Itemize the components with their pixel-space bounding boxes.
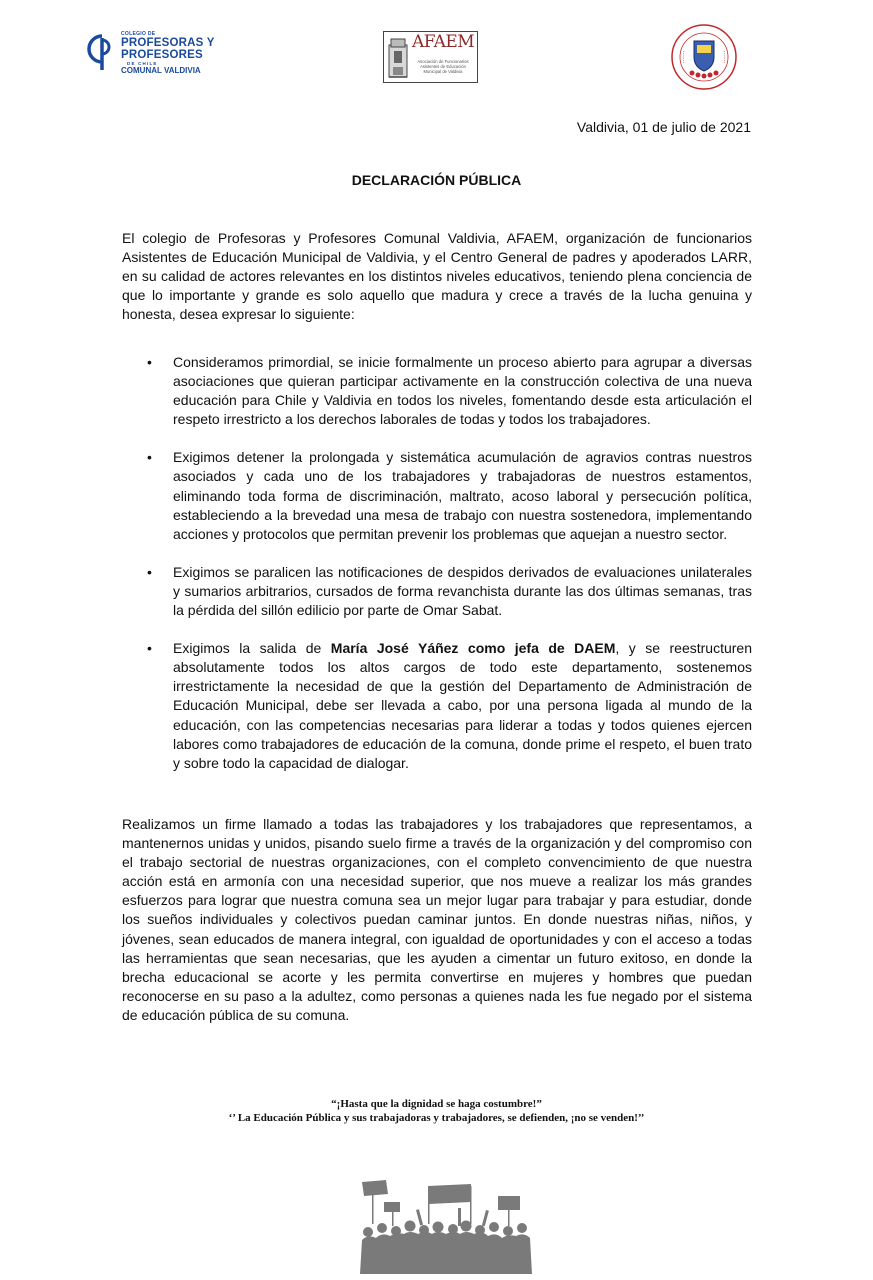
protest-crowd-silhouette-icon bbox=[358, 1176, 534, 1274]
closing-slogans bbox=[0, 1097, 873, 1125]
list-item bbox=[122, 563, 752, 620]
logo1-chile: DE CHILE bbox=[127, 61, 158, 66]
list-item-text-post: , y se reestructuren absolutamente todos los altos cargos de todo este departamento, sostenemos irrestrictamente la necesidad de que la gestión del Departamento de Administración de Educación Municipal, debe ser llevada a cabo, por una persona ligada al mundo de la educación, con las competencias necesarias para liderar a todas y todos quienes ejercen labores como trabajadores de educación de la comuna, donde prime el respeto, el buen trato y sobre todo la capacidad de dialogar. bbox=[173, 640, 752, 771]
list-item-text-bold: María José Yáñez como jefa de DAEM bbox=[330, 640, 616, 657]
logo1-small-text: COLEGIO DE bbox=[121, 31, 156, 37]
afaem-logo bbox=[383, 31, 478, 83]
bullet-icon: • bbox=[147, 354, 152, 370]
logo1-line2: PROFESORES bbox=[121, 49, 203, 61]
document-title: DECLARACIÓN PÚBLICA bbox=[351, 172, 522, 188]
list-item bbox=[122, 353, 752, 429]
intro-paragraph: El colegio de Profesoras y Profesores Comunal Valdivia, AFAEM, organización de funcionarios Asistentes de Educación Municipal de Valdivia, y el Centro General de padres y apoderados LARR, en su calidad de actores relevantes en los distintos niveles educativos, teniendo plena conciencia de que lo importante y grande es solo aquello que madura y crece a través de la lucha genuina y honesta, desea expresar lo siguiente: bbox=[122, 230, 752, 323]
bullet-icon: • bbox=[147, 449, 152, 466]
afaem-brand-text: AFAEM bbox=[412, 32, 475, 52]
bullet-icon: • bbox=[147, 640, 152, 657]
parents-center-seal-icon bbox=[670, 23, 738, 91]
list-item-text: Consideramos primordial, se inicie formalmente un proceso abierto para agrupar a diversas asociaciones que quieran participar activamente en la construcción colectiva de una nueva educación para Chile y Valdivia en todos los niveles, fomentando desde esta articulación el respeto irrestricto a los derechos laborales de todas y todos los trabajadores. bbox=[173, 354, 752, 428]
demands-list bbox=[122, 353, 752, 773]
tower-icon bbox=[387, 35, 409, 79]
afaem-subtitle: Asociación de Funcionarios Asistentes de Educación Municipal de Valdivia bbox=[417, 59, 469, 74]
bullet-icon: • bbox=[147, 563, 152, 580]
list-item bbox=[122, 448, 752, 543]
list-item bbox=[122, 639, 752, 773]
colegio-profesores-logo bbox=[87, 28, 217, 78]
list-item-text-pre: Exigimos la salida de bbox=[173, 640, 331, 657]
logo1-line1: PROFESORAS Y bbox=[121, 37, 215, 49]
slogan-line-2: ‘’ La Educación Pública y sus trabajadoras y trabajadores, se defienden, ¡no se venden!’’ bbox=[228, 1112, 645, 1124]
cp-logo-icon bbox=[87, 32, 117, 72]
list-item-text: Exigimos se paralicen las notificaciones de despidos derivados de evaluaciones unilaterales y sumarios arbitrarios, cursados de forma revanchista durante las dos últimas semanas, tras la pérdida del sillón edilicio por parte de Omar Sabat. bbox=[173, 563, 752, 619]
document-date: Valdivia, 01 de julio de 2021 bbox=[576, 119, 751, 135]
slogan-line-1: “¡Hasta que la dignidad se haga costumbre!” bbox=[331, 1098, 542, 1110]
list-item-text: Exigimos detener la prolongada y sistemática acumulación de agravios contras nuestros asociados y cada uno de los trabajadores y trabajadoras de nuestros estamentos, eliminando toda forma de discriminación, maltrato, acoso laboral y persecución política, estableciendo a la brevedad una mesa de trabajo con nuestra sostenedora, implementando acciones y protocolos que permitan prevenir los problemas que aquejan a nuestro sector. bbox=[173, 449, 752, 542]
logo1-comunal: COMUNAL VALDIVIA bbox=[121, 66, 201, 75]
closing-paragraph: Realizamos un firme llamado a todas las trabajadores y los trabajadores que representamos, a mantenernos unidas y unidos, pisando suelo firme a través de la organización y del compromiso con el trabajo sectorial de nuestras organizaciones, con el completo convencimiento de que nuestra acción está en armonía con una necesidad superior, que nos mueve a realizar los más grandes esfuerzos para lograr que nuestra comuna sea un mejor lugar para trabajar y para estudiar, donde los sueños individuales y colectivos puedan caminar juntos. En donde nuestras niñas, niños, y jóvenes, sean educados de manera integral, con igualdad de oportunidades y con el acceso a todas las herramientas que sean necesarias, que les ayuden a cimentar un futuro exitoso, en donde la brecha educacional se acorte y les permita convertirse en mujeres y hombres que puedan reconocerse en su paso a la adultez, como personas a quienes nada les fue negado por el sistema de educación pública de su comuna. bbox=[122, 816, 752, 1023]
